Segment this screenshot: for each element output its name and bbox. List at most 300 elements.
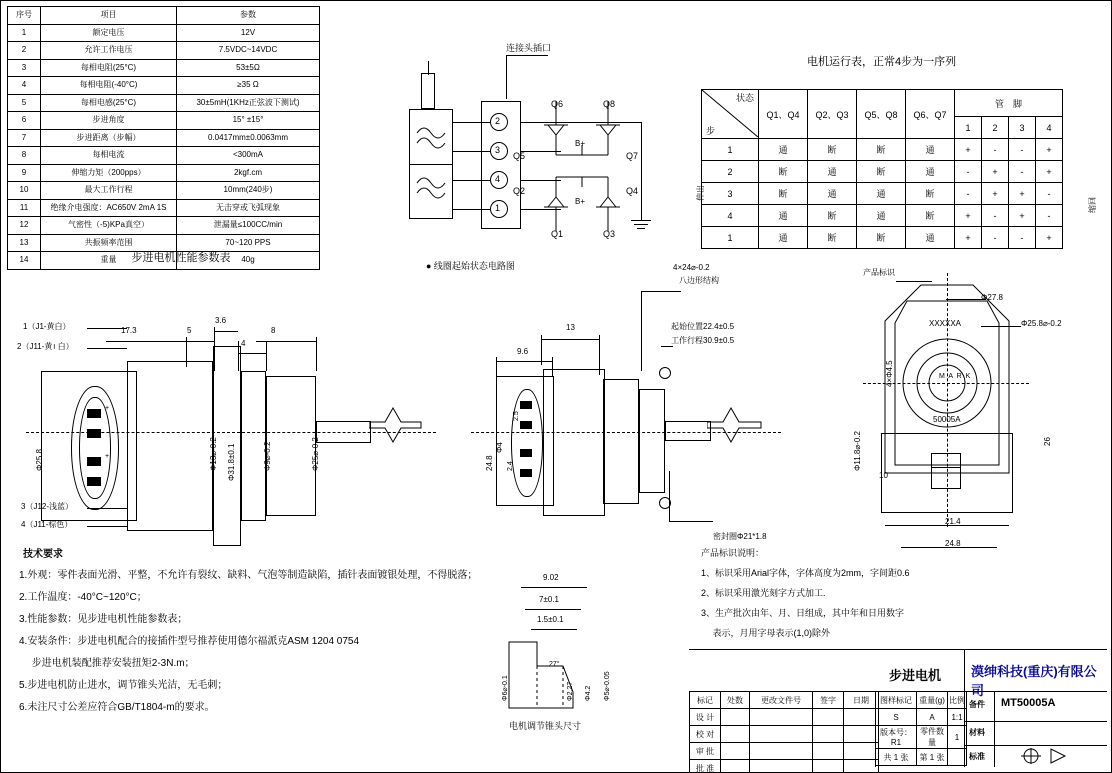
cell: 断 xyxy=(857,139,906,161)
cell: + xyxy=(955,227,982,249)
angle-label: 27° xyxy=(549,661,560,668)
dim-label: 24.8 xyxy=(485,455,494,471)
contact-slot xyxy=(87,429,101,438)
cell xyxy=(750,743,813,760)
cell: 重量(g) xyxy=(917,692,948,709)
center-line xyxy=(863,383,1029,384)
cell: + xyxy=(955,205,982,227)
polarity-mark: + xyxy=(105,453,110,460)
ext-line xyxy=(266,341,267,371)
cell: 零件数量 xyxy=(917,726,948,749)
dim-label: 10 xyxy=(879,471,888,480)
run-table-title: 电机运行表，正常4步为一序列 xyxy=(807,56,957,68)
cell: 签字 xyxy=(813,692,844,709)
table-row xyxy=(702,227,1063,249)
dim-label: 4 xyxy=(241,339,246,348)
cell: 每相电流 xyxy=(41,147,177,165)
cell: 3 xyxy=(8,59,41,77)
dim-line xyxy=(256,341,316,342)
cell: 1:1 xyxy=(948,709,967,726)
cell: 断 xyxy=(808,205,857,227)
leader-line xyxy=(87,348,127,349)
cell: ≥35 Ω xyxy=(177,77,320,95)
leader-line xyxy=(506,55,507,99)
dim-line xyxy=(106,341,186,342)
right-label: 备件 xyxy=(969,700,985,709)
cell: 通 xyxy=(857,205,906,227)
polarity-mark: + xyxy=(105,405,110,412)
cell: - xyxy=(982,139,1009,161)
extend-label: 伸出 xyxy=(696,185,705,201)
cell: 审 批 xyxy=(690,743,721,760)
cell: + xyxy=(982,161,1009,183)
table-row xyxy=(8,42,320,60)
base-slot-divider xyxy=(931,467,961,468)
company-name: 漠绅科技(重庆)有限公司 xyxy=(971,664,1097,698)
cell: - xyxy=(1036,205,1063,227)
table-row xyxy=(8,77,320,95)
cell: S xyxy=(876,709,917,726)
cell: 版本号：R1 xyxy=(876,726,917,749)
dim-label: Φ4 xyxy=(495,442,504,453)
ext-line xyxy=(316,337,317,371)
ground xyxy=(631,220,651,221)
cell xyxy=(813,726,844,743)
ext-line xyxy=(496,357,497,377)
table-row xyxy=(8,112,320,130)
cell: 14 xyxy=(8,252,41,270)
table-row xyxy=(8,217,320,235)
body-section xyxy=(639,389,665,493)
cell: + xyxy=(955,139,982,161)
title-block xyxy=(689,649,1107,773)
leader-line xyxy=(661,346,673,347)
dim-label: 9.6 xyxy=(517,347,529,356)
center-line xyxy=(471,432,781,433)
flange-outline xyxy=(127,361,213,531)
table-row xyxy=(876,709,967,726)
cell xyxy=(813,743,844,760)
cell: 70~120 PPS xyxy=(177,234,320,252)
cell: 额定电压 xyxy=(41,24,177,42)
col-header: 3 xyxy=(1009,117,1036,139)
cell: 校 对 xyxy=(690,726,721,743)
table-row xyxy=(690,692,879,709)
leader-line xyxy=(641,291,681,292)
cell: - xyxy=(1009,139,1036,161)
leader-line xyxy=(641,291,642,371)
table-header-row xyxy=(8,7,320,25)
cell: + xyxy=(1036,227,1063,249)
pin-group-header: 管 脚 xyxy=(955,90,1063,117)
cell: 批 准 xyxy=(690,760,721,773)
cell: 共 1 张 xyxy=(876,749,917,766)
pin-label: 4 xyxy=(495,174,501,184)
cell: 0.0417mm±0.0063mm xyxy=(177,129,320,147)
cell: 15° ±15° xyxy=(177,112,320,130)
cell: - xyxy=(1009,161,1036,183)
device-label: Q8 xyxy=(603,99,616,109)
supply-label: B+ xyxy=(575,197,586,206)
contact-slot xyxy=(87,457,101,466)
cell: 比例 xyxy=(948,692,967,709)
cell xyxy=(721,760,750,773)
device-label: Q2 xyxy=(513,186,526,196)
dim-label: Φ5⌀-0.05 xyxy=(604,671,611,701)
mount-hole xyxy=(659,367,671,379)
ext-line xyxy=(541,335,542,365)
table-row xyxy=(8,129,320,147)
table-row xyxy=(702,205,1063,227)
cell: 日期 xyxy=(844,692,879,709)
contact-slot xyxy=(520,421,532,429)
device-label: Q1 xyxy=(551,229,564,239)
wire xyxy=(453,151,490,152)
wire xyxy=(641,122,642,220)
dim-label: 24.8 xyxy=(945,539,961,548)
table-row xyxy=(8,182,320,200)
dim-line xyxy=(885,525,1009,526)
stroke-label: 工作行程30.9±0.5 xyxy=(671,336,735,345)
table-row xyxy=(8,24,320,42)
requirement-item: 4.安装条件：步进电机配合的接插件型号推荐使用德尔福派克ASM 1204 0754 xyxy=(19,636,360,647)
requirement-item: 2.工作温度：-40°C~120°C； xyxy=(19,592,147,603)
requirement-item: 3.性能参数：见步进电机性能参数表； xyxy=(19,614,188,625)
state-label: 状态 xyxy=(735,93,754,103)
cell: 通 xyxy=(759,139,808,161)
device-label: Q7 xyxy=(626,151,639,161)
cell: 40g xyxy=(177,252,320,270)
table-row xyxy=(8,147,320,165)
col-header: 1 xyxy=(955,117,982,139)
leader-line xyxy=(669,471,670,521)
col-header: Q2、Q3 xyxy=(808,90,857,139)
contact-slot xyxy=(87,409,101,418)
dim-label: 1.5±0.1 xyxy=(537,615,564,624)
cell: 7 xyxy=(8,129,41,147)
wire-label-4: 4（J11-棕色） xyxy=(21,520,73,529)
cell xyxy=(750,726,813,743)
cell: 2 xyxy=(8,42,41,60)
ground xyxy=(634,224,648,225)
cell: 53±5Ω xyxy=(177,59,320,77)
step-label: 步 xyxy=(706,126,716,136)
pin-label: 2 xyxy=(495,116,501,126)
dim-label: Φ6⌀-0.1 xyxy=(502,675,509,701)
table-row xyxy=(8,164,320,182)
table-row xyxy=(876,692,967,709)
cell xyxy=(750,760,813,773)
cone-section-outline xyxy=(501,636,611,716)
cell: 12 xyxy=(8,217,41,235)
start-pos-label: 起始位置22.4±0.5 xyxy=(671,322,735,331)
device-label: Q5 xyxy=(513,151,526,161)
cell: 9 xyxy=(8,164,41,182)
divider xyxy=(994,691,995,767)
dim-line xyxy=(214,331,238,332)
cell: 8 xyxy=(8,147,41,165)
corner-cell xyxy=(702,90,759,139)
cell: 泄漏量≤100CC/min xyxy=(177,217,320,235)
cell: 5 xyxy=(8,94,41,112)
cell: 每相电阻(25°C) xyxy=(41,59,177,77)
cell xyxy=(721,709,750,726)
flange-outline xyxy=(543,369,605,516)
col-header: 4 xyxy=(1036,117,1063,139)
body-section xyxy=(603,379,639,504)
dim-label: 17.3 xyxy=(121,326,137,335)
seal-ring-label: 密封圈Φ21*1.8 xyxy=(713,532,767,541)
requirement-item: 1.外观：零件表面光滑、平整，不允许有裂纹、缺料、气泡等制造缺陷，插针表面镀银处理，不得脱落； xyxy=(19,570,478,581)
table-row xyxy=(690,726,879,743)
marking-note-item: 2、标识采用激光刻字方式加工. xyxy=(701,588,826,598)
octagon-note: 八边形结构 xyxy=(679,276,719,285)
table-row xyxy=(8,59,320,77)
cell: 通 xyxy=(808,161,857,183)
dim-label: Φ27.8 xyxy=(981,293,1003,302)
dim-line xyxy=(238,353,266,354)
cell xyxy=(844,709,879,726)
cell: 断 xyxy=(759,161,808,183)
projection-symbol-icon xyxy=(1019,747,1075,765)
cell: 断 xyxy=(857,227,906,249)
cell: - xyxy=(955,161,982,183)
dim-line xyxy=(496,361,552,362)
cell: 4 xyxy=(8,77,41,95)
table-row xyxy=(690,760,879,773)
cell: 12V xyxy=(177,24,320,42)
marking-note-item: 表示，月用字母表示(1,0)除外 xyxy=(701,628,831,638)
col-header: Q1、Q4 xyxy=(759,90,808,139)
cell: 步进角度 xyxy=(41,112,177,130)
signature-table xyxy=(689,691,879,773)
properties-table xyxy=(875,691,967,766)
cell xyxy=(813,709,844,726)
dim-label: 5 xyxy=(187,326,192,335)
dim-line xyxy=(186,341,214,342)
cell: - xyxy=(1009,227,1036,249)
run-table xyxy=(701,89,1063,249)
cell: 断 xyxy=(906,205,955,227)
cell: + xyxy=(1036,161,1063,183)
circuit-caption: ● 线圈起始状态电路图 xyxy=(426,261,515,271)
step-cell: 1 xyxy=(702,227,759,249)
cone-caption: 电机调节锥头尺寸 xyxy=(509,721,582,731)
cell: 通 xyxy=(759,205,808,227)
needle-tip-icon xyxy=(707,406,769,461)
cell: 最大工作行程 xyxy=(41,182,177,200)
cell: 通 xyxy=(808,183,857,205)
cell: - xyxy=(955,183,982,205)
leader-line xyxy=(669,521,713,522)
wire xyxy=(453,209,490,210)
table-header-row xyxy=(702,90,1063,117)
cell: - xyxy=(1036,183,1063,205)
cell: 共振频率范围 xyxy=(41,234,177,252)
body-section xyxy=(266,376,316,516)
retract-label: 缩回 xyxy=(1088,197,1097,213)
cell xyxy=(948,749,967,766)
dim-label: Φ13⌀-0.2 xyxy=(209,437,218,471)
contact-slot xyxy=(87,477,101,486)
bridge-network-icon xyxy=(536,101,656,231)
cell: 10 xyxy=(8,182,41,200)
dim-label: 8 xyxy=(271,326,276,335)
dim-label: 2.5 xyxy=(513,411,520,421)
cell xyxy=(844,743,879,760)
step-cell: 4 xyxy=(702,205,759,227)
dim-label: Φ25.8⌀-0.2 xyxy=(1021,319,1062,328)
cell: 无击穿或飞弧现象 xyxy=(177,199,320,217)
cell: 1 xyxy=(948,726,967,749)
cell: 断 xyxy=(906,183,955,205)
hole-dim-label: 4×24⌀-0.2 xyxy=(673,263,710,272)
dim-label: 9.02 xyxy=(543,573,559,582)
cell: 重量 xyxy=(41,252,177,270)
cell: 更改文件号 xyxy=(750,692,813,709)
coil-shaft xyxy=(421,73,435,109)
cell xyxy=(813,760,844,773)
cell xyxy=(721,743,750,760)
cell: A xyxy=(917,709,948,726)
dim-line xyxy=(901,547,997,548)
shaft-outline xyxy=(665,421,711,441)
cell: - xyxy=(982,205,1009,227)
wire xyxy=(453,180,490,181)
requirement-item: 步进电机装配推荐安装扭矩2-3N.m； xyxy=(19,658,195,669)
cell: 断 xyxy=(808,227,857,249)
marking-note-item: 1、标识采用Arial字体，字体高度为2mm，字间距0.6 xyxy=(701,568,910,578)
device-label: Q6 xyxy=(551,99,564,109)
table-row xyxy=(876,726,967,749)
cell: + xyxy=(1009,183,1036,205)
contact-slot xyxy=(520,449,532,457)
marking-line-1: XXXXXA xyxy=(929,319,962,328)
pin-label: 1 xyxy=(495,203,501,213)
spec-table xyxy=(7,6,320,270)
table-row xyxy=(8,94,320,112)
cell: 断 xyxy=(808,139,857,161)
drawing-number: MT50005A xyxy=(1001,697,1056,709)
wire xyxy=(453,122,490,123)
right-label: 标准 xyxy=(969,752,985,761)
center-line xyxy=(26,432,436,433)
cell: 6 xyxy=(8,112,41,130)
spec-header-cell: 参数 xyxy=(177,7,320,25)
wire-label-1: 1（J1-黄白） xyxy=(23,322,71,331)
requirement-item: 5.步进电机防止进水，调节锥头光洁，无毛刺； xyxy=(19,680,228,691)
cell: 7.5VDC~14VDC xyxy=(177,42,320,60)
cell: 通 xyxy=(906,161,955,183)
right-label: 材料 xyxy=(969,728,985,737)
table-row xyxy=(690,709,879,726)
connector-label: 连接头插口 xyxy=(506,43,552,53)
dim-label: 3.6 xyxy=(215,316,227,325)
divider xyxy=(964,721,1107,722)
requirement-item: 6.未注尺寸公差应符合GB/T1804-m的要求。 xyxy=(19,702,215,713)
dim-label: 7±0.1 xyxy=(539,595,559,604)
table-row xyxy=(702,139,1063,161)
dim-label: 21.4 xyxy=(945,517,961,526)
leader-line xyxy=(87,526,127,527)
cell: 设 计 xyxy=(690,709,721,726)
marking-notes-title: 产品标识说明： xyxy=(701,548,765,558)
device-label: Q3 xyxy=(603,229,616,239)
table-row xyxy=(690,743,879,760)
cell: 第 1 张 xyxy=(917,749,948,766)
dim-line xyxy=(521,587,587,588)
cell: + xyxy=(982,183,1009,205)
center-line xyxy=(947,273,948,527)
contact-slot xyxy=(520,469,532,477)
cell: 标记 xyxy=(690,692,721,709)
run-table-wrap xyxy=(701,89,1063,249)
cell: <300mA xyxy=(177,147,320,165)
step-cell: 3 xyxy=(702,183,759,205)
cell: 通 xyxy=(906,139,955,161)
marking-callout: 产品标识 xyxy=(863,268,895,277)
cell: 每相电阻(-40°C) xyxy=(41,77,177,95)
table-row xyxy=(8,199,320,217)
col-header: Q5、Q8 xyxy=(857,90,906,139)
needle-tip-icon xyxy=(369,406,429,461)
cell: 每相电感(25°C) xyxy=(41,94,177,112)
dim-label: Φ4.2 xyxy=(585,685,592,701)
dim-label: 4×Φ4.5 xyxy=(885,360,894,387)
part-name: 步进电机 xyxy=(889,668,942,683)
step-cell: 2 xyxy=(702,161,759,183)
cell: 10mm(240步) xyxy=(177,182,320,200)
cell: 图样标记 xyxy=(876,692,917,709)
wire-label-2: 2（J11-黄। 白） xyxy=(17,342,74,351)
dim-label: 13 xyxy=(566,323,575,332)
cell xyxy=(844,726,879,743)
marking-line-2: M A R K xyxy=(939,373,972,380)
table-row xyxy=(702,161,1063,183)
dim-label: Φ31.8±0.1 xyxy=(227,443,236,481)
spec-table-caption: 步进电机性能参数表 xyxy=(131,252,231,264)
cell: 通 xyxy=(759,227,808,249)
pin-label: 3 xyxy=(495,145,501,155)
spec-header-cell: 序号 xyxy=(8,7,41,25)
divider xyxy=(964,691,1107,692)
dim-line xyxy=(525,609,581,610)
col-header: 2 xyxy=(982,117,1009,139)
spec-table-wrap xyxy=(7,6,320,270)
spec-header-cell: 项目 xyxy=(41,7,177,25)
leader-line xyxy=(506,55,548,56)
cell: 通 xyxy=(857,183,906,205)
dim-label: 26 xyxy=(1043,437,1052,446)
cell: 伸缩力矩（200pps） xyxy=(41,164,177,182)
dim-label: 2.4 xyxy=(507,461,514,471)
cell: - xyxy=(982,227,1009,249)
device-label: Q4 xyxy=(626,186,639,196)
cell: 步进距离（步幅） xyxy=(41,129,177,147)
wire-label-3: 3（J12-浅蓝） xyxy=(21,502,74,511)
cell xyxy=(844,760,879,773)
dim-label: Φ25.8 xyxy=(35,449,44,471)
cell: 30±5mH(1KHz正弦波下测试) xyxy=(177,94,320,112)
cell: 断 xyxy=(857,161,906,183)
dim-label: Φ2.27 xyxy=(567,681,574,701)
dim-line xyxy=(531,629,577,630)
cell: 断 xyxy=(759,183,808,205)
ground xyxy=(637,228,645,229)
cell: 1 xyxy=(8,24,41,42)
cell: 绝缘介电强度：AC650V 2mA 1S xyxy=(41,199,177,217)
marking-line-3: 50005A xyxy=(933,415,961,424)
